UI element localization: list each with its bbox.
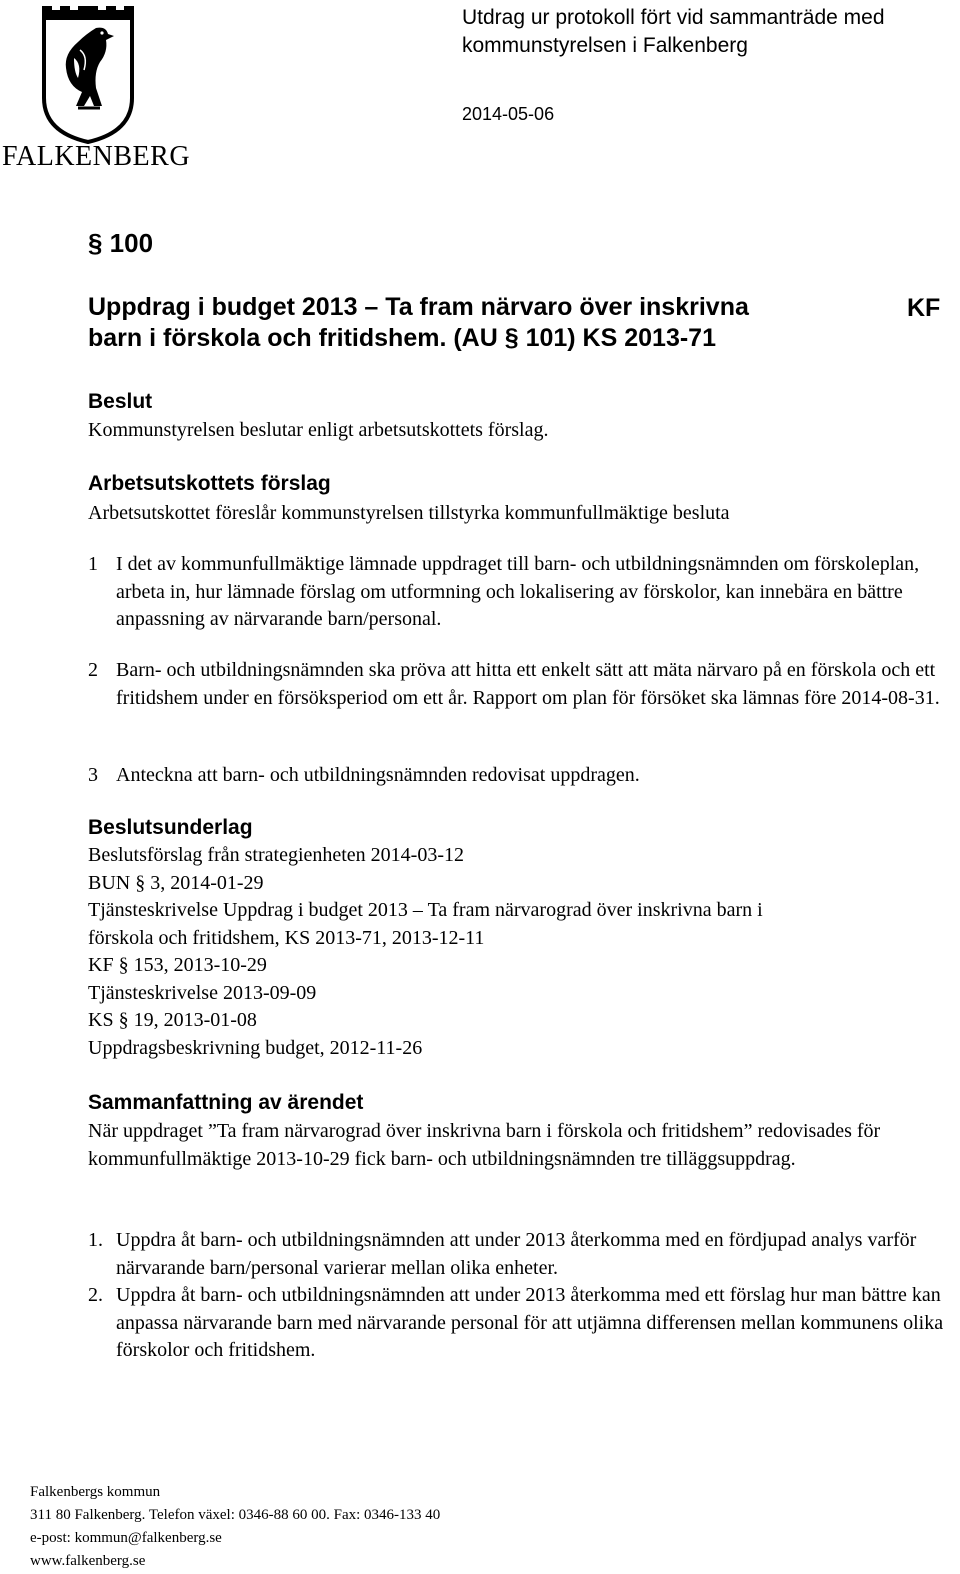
au-forslag-item (88, 551, 950, 634)
beslut-text: Kommunstyrelsen beslutar enligt arbetsutskottets förslag. (88, 419, 549, 441)
case-title-line1: Uppdrag i budget 2013 – Ta fram närvaro över inskrivna (88, 293, 749, 321)
reference-line: Tjänsteskrivelse 2013-09-09 (88, 981, 317, 1004)
falkenberg-coat-of-arms (38, 2, 138, 144)
document-title (462, 4, 885, 60)
document-title-line1: Utdrag ur protokoll fört vid sammanträde med (462, 6, 885, 29)
au-forslag-item (88, 657, 950, 712)
sammanfattning-item (88, 1282, 950, 1365)
beslutsunderlag-list (88, 842, 763, 1062)
paragraph-number: § 100 (88, 228, 154, 258)
sammanfattning-heading: Sammanfattning av ärendet (88, 1091, 364, 1114)
beslut-heading: Beslut (88, 390, 153, 413)
case-marker: KF (907, 294, 941, 322)
au-forslag-intro: Arbetsutskottet föreslår kommunstyrelsen tillstyrka kommunfullmäktige besluta (88, 502, 730, 524)
footer-address: 311 80 Falkenberg. Telefon växel: 0346-88 60 00. Fax: 0346-133 40 (30, 1507, 441, 1523)
au-forslag-item-text: Anteckna att barn- och utbildningsnämnden redovisat uppdragen. (116, 764, 640, 786)
case-title (88, 292, 848, 354)
reference-line: Uppdragsbeskrivning budget, 2012-11-26 (88, 1036, 423, 1059)
document-title-line2: kommunstyrelsen i Falkenberg (462, 34, 748, 57)
au-forslag-item-text: I det av kommunfullmäktige lämnade uppdraget till barn- och utbildningsnämnden om förskoleplan, arbeta in, hur lämnade förslag om utformning och lokalisering av förskolor, kan innebära en bättre anpassning av närvarande barn/personal. (116, 553, 920, 630)
sammanfattning-item-number: 1. (88, 1229, 103, 1251)
sammanfattning-item-number: 2. (88, 1284, 103, 1306)
au-forslag-item (88, 762, 950, 790)
au-forslag-item-number: 2 (88, 659, 98, 681)
meeting-date: 2014-05-06 (462, 104, 555, 124)
sammanfattning-item (88, 1227, 950, 1282)
reference-line: Beslutsförslag från strategienheten 2014-03-12 (88, 844, 465, 866)
reference-line: KS § 19, 2013-01-08 (88, 1009, 257, 1031)
au-forslag-item-number: 1 (88, 553, 98, 575)
au-forslag-item-text: Barn- och utbildningsnämnden ska pröva att hitta ett enkelt sätt att mäta närvaro på en förskola och ett fritidshem under en försöksperiod om ett år. Rapport om plan för försöket ska lämnas före 2014-08-31. (116, 659, 940, 709)
au-forslag-item-number: 3 (88, 764, 98, 786)
reference-line: BUN § 3, 2014-01-29 (88, 871, 264, 894)
footer-org: Falkenbergs kommun (30, 1484, 161, 1500)
footer-web: www.falkenberg.se (30, 1553, 146, 1569)
sammanfattning-text: När uppdraget ”Ta fram närvarograd över inskrivna barn i förskola och fritidshem” redovisades för kommunfullmäktige 2013-10-29 fick barn- och utbildningsnämnden tre tilläggsuppdrag. (88, 1120, 881, 1170)
reference-line: KF § 153, 2013-10-29 (88, 954, 267, 976)
beslutsunderlag-heading: Beslutsunderlag (88, 816, 253, 839)
au-forslag-heading: Arbetsutskottets förslag (88, 472, 331, 495)
sammanfattning-item-text: Uppdra åt barn- och utbildningsnämnden att under 2013 återkomma med en fördjupad analys varför närvarande barn/personal varierar mellan olika enheter. (116, 1229, 917, 1279)
reference-line: förskola och fritidshem, KS 2013-71, 2013-12-11 (88, 926, 485, 949)
footer-email: e-post: kommun@falkenberg.se (30, 1530, 222, 1546)
reference-line: Tjänsteskrivelse Uppdrag i budget 2013 – Ta fram närvarograd över inskrivna barn i (88, 899, 763, 921)
logo-wordmark: FALKENBERG (2, 141, 191, 172)
sammanfattning-item-text: Uppdra åt barn- och utbildningsnämnden att under 2013 återkomma med ett förslag hur man bättre kan anpassa närvarande barn med närvarande personal för att utjämna differensen mellan kommunens olika förskolor och fritidshem. (116, 1284, 944, 1361)
footer (30, 1481, 440, 1573)
case-title-line2: barn i förskola och fritidshem. (AU § 101) KS 2013-71 (88, 324, 716, 352)
